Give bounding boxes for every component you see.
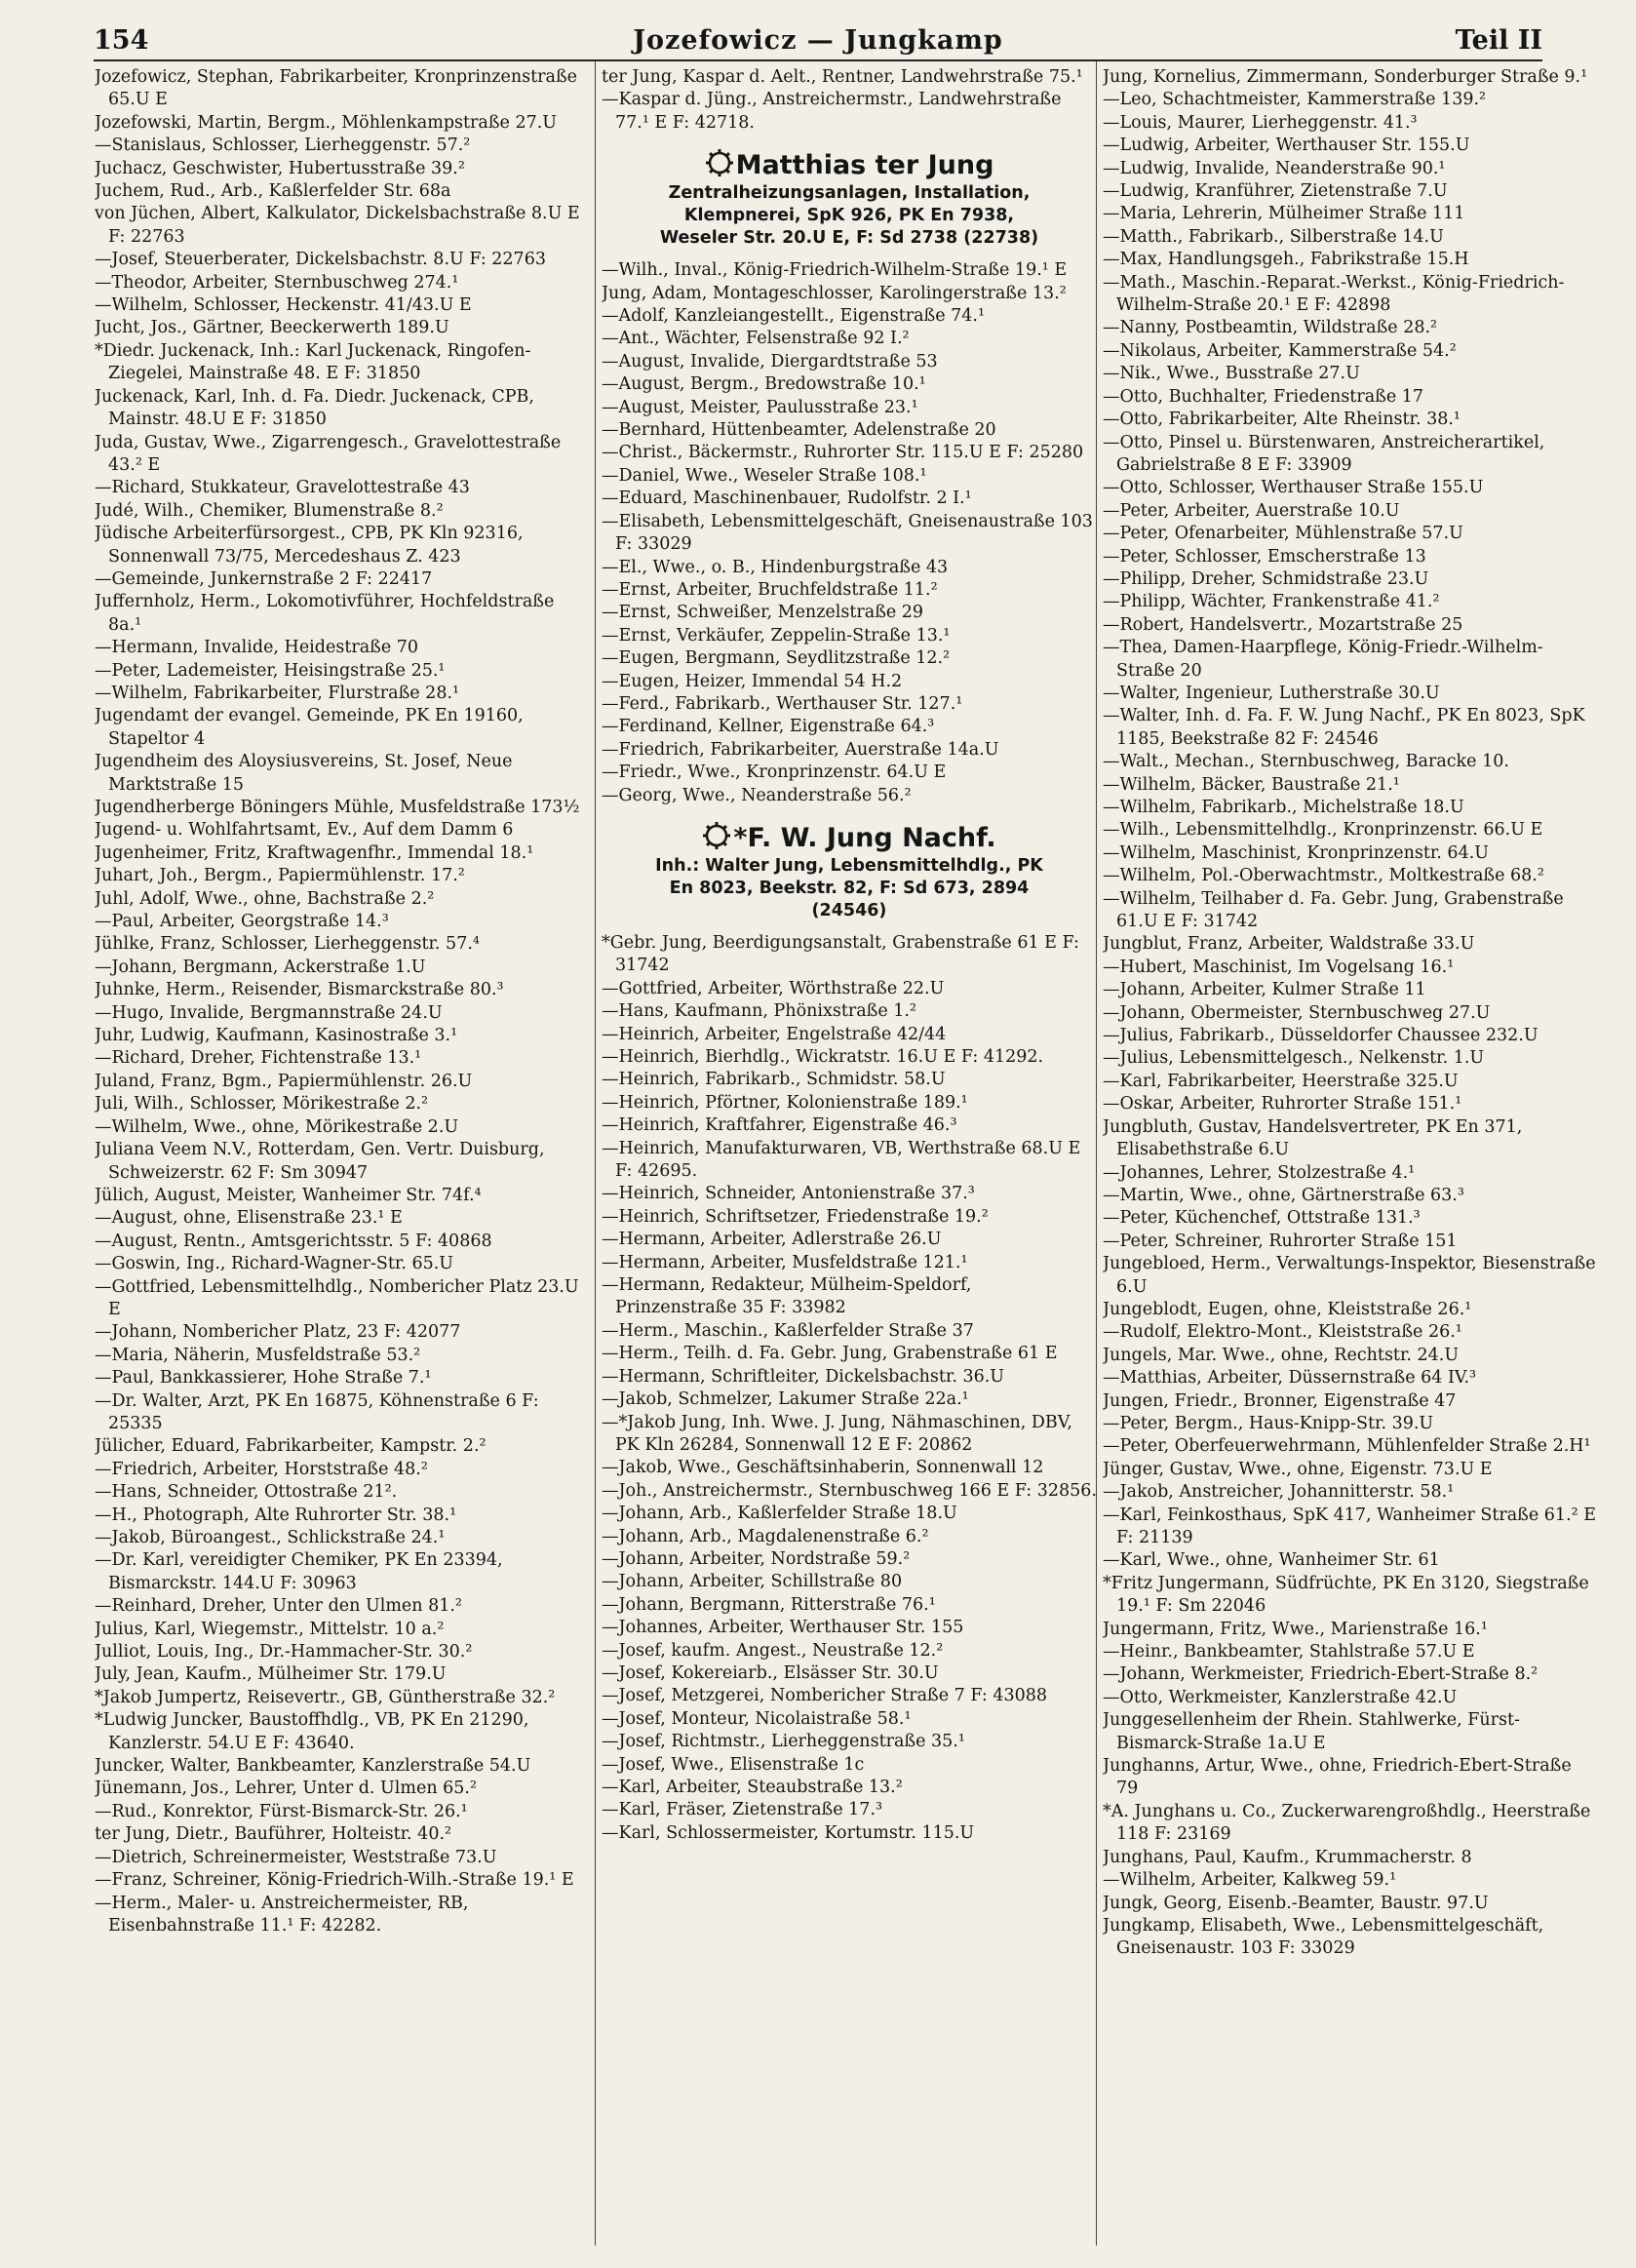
directory-entry: —Ernst, Verkäufer, Zeppelin-Straße 13.¹ <box>602 625 951 645</box>
directory-entry: —Peter, Arbeiter, Auerstraße 10.U <box>1103 500 1400 521</box>
directory-entry: —Kaspar d. Jüng., Anstreichermstr., Landwehrstraße 77.¹ E F: 42718. <box>602 90 1062 133</box>
directory-entry: —Jakob, Anstreicher, Johannitterstr. 58.¹ <box>1103 1482 1455 1503</box>
directory-entry: —Heinrich, Manufakturwaren, VB, Werthstraße 68.U E F: 42695. <box>602 1138 1081 1182</box>
directory-entry: —Karl, Wwe., ohne, Wanheimer Str. 61 <box>1103 1550 1440 1571</box>
directory-entry: —Matthias, Arbeiter, Düssernstraße 64 IV.³ <box>1103 1368 1477 1388</box>
directory-entry: —Wilhelm, Fabrikarbeiter, Flurstraße 28.¹ <box>95 683 460 703</box>
directory-entry: —Heinrich, Bierhdlg., Wickratstr. 16.U E F: 41292. <box>602 1047 1044 1067</box>
directory-entry: Juchem, Rud., Arb., Kaßlerfelder Str. 68a <box>95 181 451 202</box>
gear-icon <box>705 148 734 177</box>
directory-entry: —Dr. Walter, Arzt, PK En 16875, Köhnenstraße 6 F: 25335 <box>95 1390 539 1433</box>
directory-entry: Jugend- u. Wohlfahrtsamt, Ev., Auf dem Damm 6 <box>95 820 514 841</box>
column-divider-1 <box>595 61 596 2246</box>
directory-entry: —Otto, Pinsel u. Bürstenwaren, Anstreicherartikel, Gabrielstraße 8 E F: 33909 <box>1103 432 1545 475</box>
directory-entry: —Peter, Schreiner, Ruhrorter Straße 151 <box>1103 1231 1458 1251</box>
directory-entry: Jozefowski, Martin, Bergm., Möhlenkampstraße 27.U <box>95 112 558 133</box>
directory-entry: Juhl, Adolf, Wwe., ohne, Bachstraße 2.² <box>95 888 435 909</box>
directory-entry: —Stanislaus, Schlosser, Lierheggenstr. 57.² <box>95 136 471 156</box>
directory-entry: —Peter, Oberfeuerwehrmann, Mühlenfelder Straße 2.H¹ <box>1103 1436 1591 1457</box>
directory-entry: —Walt., Mechan., Sternbuschweg, Baracke 10. <box>1103 752 1509 772</box>
directory-entry: *Gebr. Jung, Beerdigungsanstalt, Grabenstraße 61 E F: 31742 <box>602 932 1079 976</box>
directory-entry: —August, Rentn., Amtsgerichtsstr. 5 F: 40868 <box>95 1231 492 1251</box>
directory-entry: Jünemann, Jos., Lehrer, Unter d. Ulmen 65.² <box>95 1779 478 1799</box>
directory-entry: —Matth., Fabrikarb., Silberstraße 14.U <box>1103 226 1444 247</box>
directory-entry: —Heinrich, Arbeiter, Engelstraße 42/44 <box>602 1024 947 1044</box>
directory-entry: —Ludwig, Arbeiter, Werthauser Str. 155.U <box>1103 136 1470 156</box>
directory-entry: —Otto, Fabrikarbeiter, Alte Rheinstr. 38.¹ <box>1103 410 1461 430</box>
directory-entry: —Christ., Bäckermstr., Ruhrorter Str. 115.U E F: 25280 <box>602 443 1084 463</box>
directory-entry: —Johann, Arb., Kaßlerfelder Straße 18.U <box>602 1504 957 1524</box>
directory-entry: —Ludwig, Kranführer, Zietenstraße 7.U <box>1103 181 1448 202</box>
directory-entry: —Otto, Werkmeister, Kanzlerstraße 42.U <box>1103 1687 1458 1707</box>
directory-entry: —Karl, Arbeiter, Steaubstraße 13.² <box>602 1778 903 1797</box>
directory-entry: —*Jakob Jung, Inh. Wwe. J. Jung, Nähmaschinen, DBV, PK Kln 26284, Sonnenwall 12 E F: 20862 <box>602 1412 1072 1455</box>
directory-entry: —Herm., Teilh. d. Fa. Gebr. Jung, Grabenstraße 61 E <box>602 1344 1058 1364</box>
ad-line: Klempnerei, SpK 926, PK En 7938, <box>683 206 1015 226</box>
ad-line: En 8023, Beekstr. 82, F: Sd 673, 2894 <box>669 878 1030 898</box>
directory-entry: —Josef, kaufm. Angest., Neustraße 12.² <box>602 1640 944 1661</box>
directory-entry: —Peter, Schlosser, Emscherstraße 13 <box>1103 546 1426 567</box>
directory-entry: Jühlke, Franz, Schlosser, Lierheggenstr. 57.⁴ <box>95 934 480 955</box>
directory-entry: —Friedrich, Fabrikarbeiter, Auerstraße 14a.U <box>602 739 999 760</box>
directory-entry: —Nik., Wwe., Busstraße 27.U <box>1103 364 1360 384</box>
directory-entry: —Thea, Damen-Haarpflege, König-Friedr.-Wilhelm-Straße 20 <box>1103 638 1543 681</box>
directory-entry: —August, Meister, Paulusstraße 23.¹ <box>602 397 918 417</box>
directory-entry: Juhr, Ludwig, Kaufmann, Kasinostraße 3.¹ <box>95 1026 458 1046</box>
directory-entry: *Fritz Jungermann, Südfrüchte, PK En 3120, Siegstraße 19.¹ F: Sm 22046 <box>1103 1573 1589 1617</box>
ad-line: Inh.: Walter Jung, Lebensmittelhdlg., PK <box>655 855 1043 876</box>
directory-entry: Jung, Kornelius, Zimmermann, Sonderburger Straße 9.¹ <box>1103 67 1588 87</box>
directory-entry: Jungblut, Franz, Arbeiter, Waldstraße 33.U <box>1103 934 1475 955</box>
directory-entry: Juland, Franz, Bgm., Papiermühlenstr. 26.U <box>95 1071 473 1091</box>
ad-title <box>602 148 1097 182</box>
directory-entry: —Elisabeth, Lebensmittelgeschäft, Gneisenaustraße 103 F: 33029 <box>602 511 1093 555</box>
page-number: 154 <box>94 25 149 56</box>
directory-entry: Jugendherberge Böningers Mühle, Musfeldstraße 173½ <box>95 798 580 817</box>
directory-entry: —Heinrich, Kraftfahrer, Eigenstraße 46.³ <box>602 1115 957 1136</box>
directory-entry: Jungermann, Fritz, Wwe., Marienstraße 16.¹ <box>1103 1619 1488 1639</box>
directory-entry: —Karl, Feinkosthaus, SpK 417, Wanheimer Straße 61.² E F: 21139 <box>1103 1505 1596 1547</box>
directory-entry: *Diedr. Juckenack, Inh.: Karl Juckenack, Ringofen-Ziegelei, Mainstraße 48. E F: 31850 <box>95 340 531 384</box>
directory-entry: —Wilhelm, Maschinist, Kronprinzenstr. 64.U <box>1103 842 1490 863</box>
directory-entry: Jüdische Arbeiterfürsorgest., CPB, PK Kln 92316, Sonnenwall 73/75, Mercedeshaus Z. 423 <box>95 524 524 567</box>
directory-entry: —Julius, Lebensmittelgesch., Nelkenstr. 1.U <box>1103 1048 1485 1069</box>
directory-entry: —Johann, Nombericher Platz, 23 F: 42077 <box>95 1322 461 1343</box>
part-label: Teil II <box>1455 25 1542 56</box>
directory-entry: —Reinhard, Dreher, Unter den Ulmen 81.² <box>95 1596 462 1617</box>
directory-entry: —Herm., Maler- u. Anstreichermeister, RB, Eisenbahnstraße 11.¹ F: 42282. <box>95 1893 469 1936</box>
directory-entry: —Math., Maschin.-Reparat.-Werkst., König-Friedrich-Wilhelm-Straße 20.¹ E F: 42898 <box>1103 272 1565 316</box>
column-2 <box>602 66 1097 2260</box>
directory-entry: Juhart, Joh., Bergm., Papiermühlenstr. 17.² <box>95 866 465 886</box>
directory-entry: Juffernholz, Herm., Lokomotivführer, Hochfeldstraße 8a.¹ <box>95 592 555 635</box>
directory-entry: —Rud., Konrektor, Fürst-Bismarck-Str. 26.¹ <box>95 1801 468 1821</box>
directory-entry: Jungk, Georg, Eisenb.-Beamter, Baustr. 97.U <box>1103 1893 1489 1913</box>
directory-entry: —Wilh., Lebensmittelhdlg., Kronprinzenstr. 66.U E <box>1103 820 1543 841</box>
directory-entry: —Wilhelm, Fabrikarb., Michelstraße 18.U <box>1103 798 1464 817</box>
directory-entry: Juhnke, Herm., Reisender, Bismarckstraße 80.³ <box>95 980 504 1000</box>
directory-entry: Jucht, Jos., Gärtner, Beeckerwerth 189.U <box>95 318 449 338</box>
directory-entry: —Josef, Wwe., Elisenstraße 1c <box>602 1754 865 1775</box>
directory-entry: —August, ohne, Elisenstraße 23.¹ E <box>95 1208 403 1229</box>
directory-entry: —Hans, Kaufmann, Phönixstraße 1.² <box>602 1001 916 1022</box>
directory-entry: —Georg, Wwe., Neanderstraße 56.² <box>602 785 912 805</box>
directory-entry: —Hermann, Schriftleiter, Dickelsbachstr. 36.U <box>602 1366 1005 1387</box>
directory-entry: —Josef, Kokereiarb., Elsässer Str. 30.U <box>602 1662 939 1683</box>
directory-entry: —August, Invalide, Diergardtstraße 53 <box>602 351 938 371</box>
ad-title-text: *F. W. Jung Nachf. <box>733 822 996 853</box>
directory-entry: —Leo, Schachtmeister, Kammerstraße 139.² <box>1103 90 1487 110</box>
directory-entry: Jungeblodt, Eugen, ohne, Kleiststraße 26.¹ <box>1103 1299 1472 1319</box>
directory-entry: Junggesellenheim der Rhein. Stahlwerke, Fürst-Bismarck-Straße 1a.U E <box>1103 1710 1520 1753</box>
directory-entry: —Friedrich, Arbeiter, Horststraße 48.² <box>95 1459 428 1479</box>
directory-entry: Junghanns, Artur, Wwe., ohne, Friedrich-Ebert-Straße 79 <box>1103 1756 1572 1799</box>
directory-entry: —Goswin, Ing., Richard-Wagner-Str. 65.U <box>95 1254 454 1274</box>
ad-title-text: Matthias ter Jung <box>735 150 994 181</box>
directory-entry: Juckenack, Karl, Inh. d. Fa. Diedr. Juckenack, CPB, Mainstr. 48.U E F: 31850 <box>95 386 534 430</box>
directory-entry: —Heinrich, Fabrikarb., Schmidstr. 58.U <box>602 1070 946 1090</box>
directory-entry: —Ernst, Arbeiter, Bruchfeldstraße 11.² <box>602 579 938 600</box>
ad-line: (24546) <box>811 900 887 920</box>
directory-entry: —Gottfried, Lebensmittelhdlg., Nombericher Platz 23.U E <box>95 1276 579 1319</box>
directory-entry: —Max, Handlungsgeh., Fabrikstraße 15.H <box>1103 250 1469 270</box>
directory-entry: Julliot, Louis, Ing., Dr.-Hammacher-Str. 30.² <box>95 1642 473 1662</box>
directory-entry: —Dr. Karl, vereidigter Chemiker, PK En 23394, Bismarckstr. 144.U F: 30963 <box>95 1550 503 1593</box>
directory-entry: —Jakob, Büroangest., Schlickstraße 24.¹ <box>95 1528 446 1547</box>
directory-entry: —Nikolaus, Arbeiter, Kammerstraße 54.² <box>1103 340 1457 361</box>
directory-entry: July, Jean, Kaufm., Mülheimer Str. 179.U <box>95 1664 447 1685</box>
directory-entry: —Wilhelm, Wwe., ohne, Mörikestraße 2.U <box>95 1116 459 1137</box>
directory-entry: —Robert, Handelsvertr., Mozartstraße 25 <box>1103 614 1463 635</box>
directory-entry: —Heinr., Bankbeamter, Stahlstraße 57.U E <box>1103 1642 1475 1662</box>
directory-entry: —Dietrich, Schreinermeister, Weststraße 73.U <box>95 1847 497 1867</box>
directory-entry: —Peter, Bergm., Haus-Knipp-Str. 39.U <box>1103 1413 1434 1433</box>
directory-entry: —Hubert, Maschinist, Im Vogelsang 16.¹ <box>1103 957 1455 977</box>
directory-entry: —Peter, Ofenarbeiter, Mühlenstraße 57.U <box>1103 524 1463 544</box>
ad-title <box>602 821 1097 855</box>
directory-entry: —Walter, Inh. d. Fa. F. W. Jung Nachf., PK En 8023, SpK 1185, Beekstraße 82 F: 24546 <box>1103 706 1585 749</box>
directory-entry: —Oskar, Arbeiter, Ruhrorter Straße 151.¹ <box>1103 1094 1462 1114</box>
directory-entry: —Josef, Richtmstr., Lierheggenstraße 35.¹ <box>602 1732 965 1752</box>
directory-entry: —Philipp, Wächter, Frankenstraße 41.² <box>1103 592 1440 612</box>
directory-entry: —Eduard, Maschinenbauer, Rudolfstr. 2 I.¹ <box>602 489 972 509</box>
directory-entry: —Hermann, Invalide, Heidestraße 70 <box>95 638 419 658</box>
directory-entry: —Theodor, Arbeiter, Sternbuschweg 274.¹ <box>95 272 459 293</box>
directory-entry: —Daniel, Wwe., Weseler Straße 108.¹ <box>602 465 927 486</box>
directory-entry: —Herm., Maschin., Kaßlerfelder Straße 37 <box>602 1320 974 1341</box>
directory-entry: —Paul, Bankkassierer, Hohe Straße 7.¹ <box>95 1368 432 1388</box>
directory-entry: —Ludwig, Invalide, Neanderstraße 90.¹ <box>1103 158 1446 178</box>
directory-entry: —Karl, Fabrikarbeiter, Heerstraße 325.U <box>1103 1071 1459 1091</box>
directory-entry: Juda, Gustav, Wwe., Zigarrengesch., Gravelottestraße 43.² E <box>95 432 562 475</box>
directory-entry: —Otto, Schlosser, Werthauser Straße 155.U <box>1103 478 1484 498</box>
directory-entry: —Walter, Ingenieur, Lutherstraße 30.U <box>1103 683 1440 703</box>
directory-entry: —Johannes, Arbeiter, Werthauser Str. 155 <box>602 1618 964 1638</box>
directory-entry: —Richard, Dreher, Fichtenstraße 13.¹ <box>95 1048 422 1069</box>
directory-entry: —Joh., Anstreichermstr., Sternbuschweg 166 E F: 32856. <box>602 1480 1097 1501</box>
directory-entry: —August, Bergm., Bredowstraße 10.¹ <box>602 374 926 395</box>
directory-entry: —Wilhelm, Pol.-Oberwachtmstr., Moltkestraße 68.² <box>1103 866 1544 886</box>
directory-entry: —Heinrich, Schriftsetzer, Friedenstraße 19.² <box>602 1206 989 1227</box>
directory-entry: —Jakob, Schmelzer, Lakumer Straße 22a.¹ <box>602 1389 969 1410</box>
directory-entry: —Johann, Arbeiter, Schillstraße 80 <box>602 1572 903 1592</box>
advertisement-ad2 <box>602 821 1097 922</box>
directory-entry: —Hugo, Invalide, Bergmannstraße 24.U <box>95 1002 443 1023</box>
directory-entry: *Jakob Jumpertz, Reisevertr., GB, Güntherstraße 32.² <box>95 1687 556 1707</box>
directory-entry: Juchacz, Geschwister, Hubertusstraße 39.² <box>95 158 465 178</box>
header-rule <box>94 59 1542 61</box>
directory-entry: —Gottfried, Arbeiter, Wörthstraße 22.U <box>602 978 945 998</box>
directory-entry: —Bernhard, Hüttenbeamter, Adelenstraße 20 <box>602 420 996 441</box>
directory-entry: Jungels, Mar. Wwe., ohne, Rechtstr. 24.U <box>1103 1345 1460 1365</box>
directory-entry: —Heinrich, Schneider, Antonienstraße 37.³ <box>602 1184 975 1204</box>
directory-entry: Junghans, Paul, Kaufm., Krummacherstr. 8 <box>1103 1847 1472 1867</box>
directory-entry: —Eugen, Heizer, Immendal 54 H.2 <box>602 671 903 691</box>
directory-entry: —Heinrich, Pförtner, Kolonienstraße 189.¹ <box>602 1092 968 1113</box>
gear-icon <box>702 821 731 850</box>
directory-entry: von Jüchen, Albert, Kalkulator, Dickelsbachstraße 8.U E F: 22763 <box>95 204 580 247</box>
directory-entry: —Ferd., Fabrikarb., Werthauser Str. 127.¹ <box>602 693 963 714</box>
directory-entry: Jugendamt der evangel. Gemeinde, PK En 19160, Stapeltor 4 <box>95 706 524 749</box>
directory-entry: —Wilhelm, Teilhaber d. Fa. Gebr. Jung, Grabenstraße 61.U E F: 31742 <box>1103 888 1564 932</box>
column-1 <box>95 66 590 2260</box>
directory-entry: —Wilhelm, Arbeiter, Kalkweg 59.¹ <box>1103 1870 1397 1891</box>
directory-entry: —Wilhelm, Schlosser, Heckenstr. 41/43.U E <box>95 295 472 316</box>
directory-entry: —Maria, Näherin, Musfeldstraße 53.² <box>95 1345 421 1365</box>
directory-entry: —Louis, Maurer, Lierheggenstr. 41.³ <box>1103 112 1418 133</box>
directory-entry: —Otto, Buchhalter, Friedenstraße 17 <box>1103 386 1424 407</box>
directory-entry: —Johann, Arbeiter, Kulmer Straße 11 <box>1103 980 1426 1000</box>
directory-entry: —Hermann, Arbeiter, Adlerstraße 26.U <box>602 1230 942 1250</box>
directory-entry: —Johannes, Lehrer, Stolzestraße 4.¹ <box>1103 1162 1416 1183</box>
directory-entry: Jugendheim des Aloysiusvereins, St. Josef, Neue Marktstraße 15 <box>95 752 513 795</box>
directory-entry: Jungen, Friedr., Bronner, Eigenstraße 47 <box>1103 1390 1457 1411</box>
directory-entry: Jungebloed, Herm., Verwaltungs-Inspektor, Biesenstraße 6.U <box>1103 1254 1596 1297</box>
directory-entry: *Ludwig Juncker, Baustoffhdlg., VB, PK En 21290, Kanzlerstr. 54.U E F: 43640. <box>95 1710 529 1753</box>
running-title: Jozefowicz — Jungkamp <box>633 25 1003 56</box>
directory-entry: Jülicher, Eduard, Fabrikarbeiter, Kampstr. 2.² <box>95 1436 487 1457</box>
page-header <box>94 25 1542 60</box>
directory-entry: —Johann, Bergmann, Ackerstraße 1.U <box>95 957 426 977</box>
directory-entry: —Ernst, Schweißer, Menzelstraße 29 <box>602 603 924 623</box>
directory-entry: —Johann, Arb., Magdalenenstraße 6.² <box>602 1526 929 1546</box>
directory-entry: —Maria, Lehrerin, Mülheimer Straße 111 <box>1103 204 1465 224</box>
directory-entry: —Gemeinde, Junkernstraße 2 F: 22417 <box>95 568 433 589</box>
directory-entry: —Peter, Küchenchef, Ottstraße 131.³ <box>1103 1208 1421 1229</box>
directory-entry: —Hans, Schneider, Ottostraße 21². <box>95 1482 398 1503</box>
directory-entry: Juli, Wilh., Schlosser, Mörikestraße 2.² <box>95 1094 429 1114</box>
directory-entry: —Friedr., Wwe., Kronprinzenstr. 64.U E <box>602 763 947 783</box>
directory-entry: —Eugen, Bergmann, Seydlitzstraße 12.² <box>602 648 951 669</box>
directory-entry: Jozefowicz, Stephan, Fabrikarbeiter, Kronprinzenstraße 65.U E <box>95 67 577 110</box>
directory-entry: —Josef, Steuerberater, Dickelsbachstr. 8.U F: 22763 <box>95 250 546 270</box>
directory-entry: —Franz, Schreiner, König-Friedrich-Wilh.-Straße 19.¹ E <box>95 1870 574 1891</box>
directory-entry: —Rudolf, Elektro-Mont., Kleiststraße 26.¹ <box>1103 1322 1462 1343</box>
directory-entry: Juncker, Walter, Bankbeamter, Kanzlerstraße 54.U <box>95 1756 531 1777</box>
directory-entry: —Paul, Arbeiter, Georgstraße 14.³ <box>95 912 389 932</box>
directory-entry: Jungkamp, Elisabeth, Wwe., Lebensmittelgeschäft, Gneisenaustr. 103 F: 33029 <box>1103 1915 1544 1959</box>
ad-line: Zentralheizungsanlagen, Installation, <box>668 183 1031 204</box>
directory-entry: Jugenheimer, Fritz, Kraftwagenfhr., Immendal 18.¹ <box>95 842 534 863</box>
column-3 <box>1103 66 1598 2260</box>
directory-entry: —Peter, Lademeister, Heisingstraße 25.¹ <box>95 660 446 681</box>
directory-entry: —Josef, Monteur, Nicolaistraße 58.¹ <box>602 1708 912 1729</box>
directory-entry: *A. Junghans u. Co., Zuckerwarengroßhdlg., Heerstraße 118 F: 23169 <box>1103 1801 1591 1845</box>
directory-entry: —Johann, Bergmann, Ritterstraße 76.¹ <box>602 1594 936 1615</box>
directory-entry: —Ant., Wächter, Felsenstraße 92 I.² <box>602 329 910 349</box>
directory-entry: —Hermann, Redakteur, Mülheim-Speldorf, Prinzenstraße 35 F: 33982 <box>602 1275 972 1318</box>
directory-entry: —Ferdinand, Kellner, Eigenstraße 64.³ <box>602 717 935 737</box>
directory-entry: Jünger, Gustav, Wwe., ohne, Eigenstr. 73.U E <box>1103 1459 1493 1479</box>
directory-entry: —Wilhelm, Bäcker, Baustraße 21.¹ <box>1103 774 1400 795</box>
directory-entry: —Johann, Obermeister, Sternbuschweg 27.U <box>1103 1002 1491 1023</box>
directory-entry: —Josef, Metzgerei, Nombericher Straße 7 F: 43088 <box>602 1686 1047 1706</box>
directory-entry: Judé, Wilh., Chemiker, Blumenstraße 8.² <box>95 500 444 521</box>
directory-entry: —H., Photograph, Alte Ruhrorter Str. 38.¹ <box>95 1505 457 1525</box>
directory-entry: ter Jung, Dietr., Bauführer, Holteistr. 40.² <box>95 1824 452 1845</box>
directory-entry: —Karl, Schlossermeister, Kortumstr. 115.U <box>602 1822 975 1843</box>
directory-entry: Jülich, August, Meister, Wanheimer Str. 74f.⁴ <box>95 1185 482 1205</box>
directory-entry: —Johann, Werkmeister, Friedrich-Ebert-Straße 8.² <box>1103 1664 1539 1685</box>
directory-entry: —Adolf, Kanzleiangestellt., Eigenstraße 74.¹ <box>602 306 986 327</box>
advertisement-ad1 <box>602 148 1097 250</box>
directory-entry: —El., Wwe., o. B., Hindenburgstraße 43 <box>602 557 949 577</box>
directory-entry: —Julius, Fabrikarb., Düsseldorfer Chaussee 232.U <box>1103 1026 1539 1046</box>
directory-entry: —Karl, Fräser, Zietenstraße 17.³ <box>602 1800 882 1820</box>
directory-entry: —Wilh., Inval., König-Friedrich-Wilhelm-Straße 19.¹ E <box>602 260 1068 281</box>
directory-entry: —Hermann, Arbeiter, Musfeldstraße 121.¹ <box>602 1252 968 1272</box>
directory-entry: Julius, Karl, Wiegemstr., Mittelstr. 10 a.² <box>95 1619 445 1639</box>
ad-line: Weseler Str. 20.U E, F: Sd 2738 (22738) <box>659 228 1039 249</box>
directory-entry: —Richard, Stukkateur, Gravelottestraße 43 <box>95 478 470 498</box>
directory-entry: Jung, Adam, Montageschlosser, Karolingerstraße 13.² <box>602 283 1067 303</box>
directory-entry: —Nanny, Postbeamtin, Wildstraße 28.² <box>1103 318 1438 338</box>
directory-entry: —Johann, Arbeiter, Nordstraße 59.² <box>602 1548 911 1569</box>
directory-entry: ter Jung, Kaspar d. Aelt., Rentner, Landwehrstraße 75.¹ <box>602 67 1083 87</box>
directory-entry: —Martin, Wwe., ohne, Gärtnerstraße 63.³ <box>1103 1185 1464 1205</box>
directory-entry: —Philipp, Dreher, Schmidstraße 23.U <box>1103 568 1429 589</box>
directory-entry: Juliana Veem N.V., Rotterdam, Gen. Vertr. Duisburg, Schweizerstr. 62 F: Sm 30947 <box>95 1140 545 1183</box>
directory-entry: —Jakob, Wwe., Geschäftsinhaberin, Sonnenwall 12 <box>602 1458 1044 1478</box>
directory-entry: Jungbluth, Gustav, Handelsvertreter, PK En 371, Elisabethstraße 6.U <box>1103 1116 1523 1160</box>
